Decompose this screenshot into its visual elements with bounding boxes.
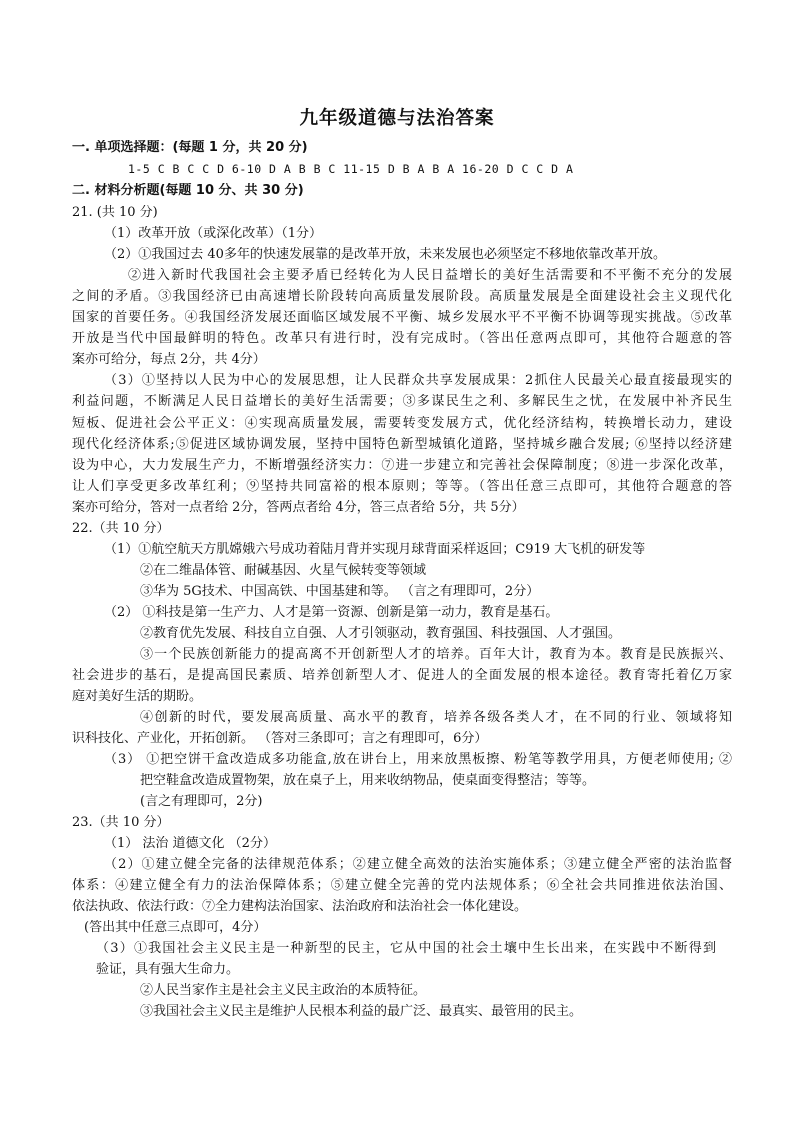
- text-line: 案亦可给分，答对一点者给 2分，答两点者给 4分，答三点者给 5分，共 5分）: [72, 500, 525, 515]
- text-line: 社会进步的基石，是提高国民素质、培养创新型人才、促进人的全面发展的根本途径。教育寄托着亿万家: [72, 668, 732, 683]
- text-line: 依法执政、依法行政：⑦全力建构法治国家、法治政府和法治社会一体化建设。: [72, 899, 528, 914]
- text-line: （1） 法治 道德文化 （2分）: [104, 836, 276, 851]
- text-line: 验证，具有强大生命力。: [96, 962, 240, 977]
- question-21-heading: 21. (共 10 分): [72, 205, 158, 220]
- text-line: （2） ①科技是第一生产力、人才是第一资源、创新是第一动力，教育是基石。: [104, 605, 559, 620]
- text-line: 国家的首要任务。④我国经济发展还面临区域发展不平衡、城乡发展水平不平衡不协调等现实挑战。⑤改革: [72, 310, 732, 325]
- text-line: 让人们享受更多改革红利；⑨坚持共同富裕的根本原则；等等。（答出任意三点即可，其他符合题意的答: [72, 479, 732, 494]
- section-heading-1: 一. 单项选择题：(每题 1 分，共 20 分): [72, 140, 308, 155]
- text-line: （3）①坚持以人民为中心的发展思想，让人民群众共享发展成果：2抓住人民最关心最直接最现实的: [104, 373, 732, 388]
- text-line: 之间的矛盾。③我国经济已由高速增长阶段转向高质量发展阶段。高质量发展是全面建设社会主义现代化: [72, 289, 732, 304]
- text-line: （1）改革开放（或深化改革）（1分）: [104, 226, 323, 241]
- text-line: ②教育优先发展、科技自立自强、人才引领驱动，教育强国、科技强国、人才强国。: [140, 626, 622, 641]
- section-heading-2: 二. 材料分析题(每题 10 分、共 30 分): [72, 183, 304, 198]
- text-line: （3）①我国社会主义民主是一种新型的民主，它从中国的社会土壤中生长出来，在实践中不断得到: [96, 941, 716, 956]
- text-line: （3） ①把空饼干盒改造成多功能盒,放在讲台上，用来放黑板擦、粉笔等教学用具，方便老师使用; ②: [104, 752, 732, 767]
- text-line: 案亦可给分，每点 2分，共 4分）: [72, 352, 266, 367]
- text-line: （1）①航空航天方肌嫦娥六号成功着陆月背并实现月球背面采样返回；C919 大飞机的研发等: [104, 542, 646, 557]
- question-22-heading: 22.（共 10 分）: [72, 521, 170, 536]
- text-line: ②人民当家作主是社会主义民主政治的本质特征。: [140, 983, 427, 998]
- question-23-heading: 23.（共 10 分）: [72, 815, 170, 830]
- text-line: ②在二维晶体管、耐碱基因、火星气候转变等领域: [140, 563, 427, 578]
- text-line: ③华为 5G技术、中国高铁、中国基建和等。 （言之有理即可，2分）: [140, 584, 540, 599]
- text-line: (言之有理即可，2分): [140, 794, 263, 809]
- text-line: (答出其中任意三点即可，4分）: [84, 920, 267, 935]
- text-line: ③一个民族创新能力的提高离不开创新型人才的培养。百年大计，教育为本。教育是民族振兴、: [140, 647, 732, 662]
- text-line: ③我国社会主义民主是维护人民根本利益的最广泛、最真实、最管用的民主。: [140, 1004, 583, 1019]
- text-line: 设为中心，大力发展生产力，不断增强经济实力：⑦进一步建立和完善社会保障制度；⑧进一步深化改革，: [72, 458, 732, 473]
- text-line: 识科技化、产业化，开拓创新。 （答对三条即可；言之有理即可，6分）: [72, 731, 488, 746]
- text-line: ④创新的时代，要发展高质量、高水平的教育，培养各级各类人才，在不同的行业、领域将知: [140, 710, 732, 725]
- choice-answers: 1-5 C B C C D 6-10 D A B B C 11-15 D B A B A 16-20 D C C D A: [128, 162, 574, 176]
- text-line: 体系：④建立健全有力的法治保障体系；⑤建立健全完善的党内法规体系；⑥全社会共同推进依法治国、: [72, 878, 732, 893]
- text-line: （2）①建立健全完备的法律规范体系；②建立健全高效的法治实施体系；③建立健全严密的法治监督: [104, 857, 732, 872]
- text-line: 短板、促进社会公平正义：④实现高质量发展，需要转变发展方式，优化经济结构，转换增长动力，建设: [72, 416, 732, 431]
- text-line: （2）①我国过去 40多年的快速发展靠的是改革开放，未来发展也必须坚定不移地依靠改革开放。: [104, 247, 666, 262]
- text-line: 现代化经济体系;⑤促进区域协调发展，坚持中国特色新型城镇化道路，坚持城乡融合发展; ⑥坚持以经济建: [72, 437, 732, 452]
- text-line: ②进入新时代我国社会主要矛盾已经转化为人民日益增长的美好生活需要和不平衡不充分的发展: [128, 268, 732, 283]
- text-line: 把空鞋盒改造成置物架，放在桌子上，用来收纳物品，使桌面变得整洁；等等。: [140, 773, 596, 788]
- text-line: 开放是当代中国最鲜明的特色。改革只有进行时，没有完成时。（答出任意两点即可，其他符合题意的答: [72, 331, 732, 346]
- text-line: 庭对美好生活的期盼。: [72, 689, 203, 704]
- page-title: 九年级道德与法治答案: [299, 108, 495, 129]
- text-line: 利益问题，不断满足人民日益增长的美好生活需要；③多谋民生之利、多解民生之忧，在发展中补齐民生: [72, 394, 732, 409]
